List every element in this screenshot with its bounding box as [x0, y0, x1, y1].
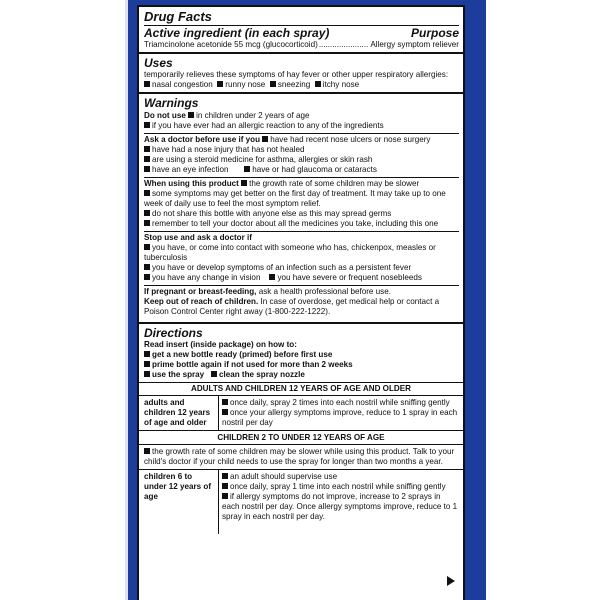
use-item: sneezing — [270, 80, 310, 89]
drug-facts-title: Drug Facts — [144, 9, 459, 26]
bullet-icon — [262, 136, 268, 142]
background-left — [0, 0, 128, 600]
bullet-icon — [144, 448, 150, 454]
warning-item: remember to tell your doctor about all the medicines you take, including this one — [152, 219, 439, 228]
purpose-heading: Purpose — [410, 26, 459, 40]
warning-item: in children under 2 years of age — [196, 111, 310, 120]
bullet-icon — [144, 264, 150, 270]
directions-section — [139, 324, 463, 536]
bullet-icon — [144, 371, 150, 377]
pregnant-text: ask a health professional before use. — [258, 287, 391, 296]
direction-step: get a new bottle ready (primed) before first use — [152, 350, 333, 359]
direction-step: prime bottle again if not used for more than 2 weeks — [152, 360, 353, 369]
bullet-icon — [244, 166, 250, 172]
directions-intro: Read insert (inside package) on how to: — [144, 340, 297, 349]
children-row — [139, 470, 463, 534]
ingredient-row — [144, 40, 459, 50]
bullet-icon — [144, 122, 150, 128]
purpose-text: Allergy symptom reliever — [370, 40, 459, 49]
adults-label: adults and children 12 years of age and older — [139, 396, 219, 430]
adults-row — [139, 396, 463, 431]
active-header-row — [144, 26, 459, 40]
uses-section — [139, 54, 463, 94]
warning-item: you have severe or frequent nosebleeds — [277, 273, 422, 282]
background-right — [474, 0, 600, 600]
warnings-heading: Warnings — [144, 96, 199, 110]
bullet-icon — [269, 274, 275, 280]
bullet-icon — [144, 361, 150, 367]
continue-arrow-icon — [447, 576, 455, 586]
box-side-blue — [474, 0, 486, 600]
children-label: children 6 to under 12 years of age — [139, 470, 219, 534]
ingredient-text: Triamcinolone acetonide 55 mcg (glucocorticoid) — [144, 40, 318, 49]
bullet-icon — [144, 351, 150, 357]
uses-list — [144, 80, 459, 90]
bullet-icon — [188, 112, 194, 118]
active-heading: Active ingredient (in each spray) — [144, 26, 330, 40]
leader-dots — [319, 40, 370, 50]
ask-doctor-block — [144, 134, 459, 178]
bullet-icon — [144, 190, 150, 196]
bullet-icon — [144, 166, 150, 172]
pregnant-label: If pregnant or breast-feeding, — [144, 287, 257, 296]
bullet-icon — [144, 274, 150, 280]
children-heading: CHILDREN 2 TO UNDER 12 YEARS OF AGE — [139, 432, 463, 445]
children-note: the growth rate of some children may be slower while using this product. Talk to your child's doctor if your child needs to use the spray for longer than two months a year. — [139, 445, 463, 470]
warning-item: have an eye infection — [152, 165, 229, 174]
use-item: runny nose — [217, 80, 265, 89]
bullet-icon — [222, 483, 228, 489]
warning-item: you have or develop symptoms of an infection such as a persistent fever — [152, 263, 412, 272]
bullet-icon — [144, 81, 150, 87]
directions-heading: Directions — [144, 326, 203, 340]
warning-item: some symptoms may get better on the first day of treatment. It may take up to one week of daily use to feel the most symptom relief. — [144, 189, 446, 208]
keep-out-text: In case of overdose, get medical help or contact a Poison Control Center right away (1-800-222-1222). — [144, 297, 440, 316]
bullet-icon — [211, 371, 217, 377]
direction-step: use the spray — [152, 370, 205, 379]
when-using-label: When using this product — [144, 179, 239, 188]
when-using-block — [144, 178, 459, 232]
do-not-use-label: Do not use — [144, 111, 186, 120]
bullet-icon — [222, 493, 228, 499]
drug-facts-panel — [137, 5, 465, 600]
ask-doctor-label: Ask a doctor before use if you — [144, 135, 261, 144]
children-instructions: an adult should supervise use once daily, spray 1 time into each nostril while sniffing gently if allergy symptoms do not improve, increase to 2 sprays in each nostril per day. Once allergy symptoms improve, reduce to 1 spray in each nostril per day. — [222, 472, 458, 521]
bullet-icon — [144, 210, 150, 216]
bullet-icon — [270, 81, 276, 87]
bullet-icon — [144, 244, 150, 250]
adults-instructions: once daily, spray 2 times into each nostril while sniffing gently once your allergy symptoms improve, reduce to 1 spray in each nostril per day — [222, 398, 458, 427]
warning-item: do not share this bottle with anyone else as this may spread germs — [152, 209, 392, 218]
active-ingredient-section — [139, 7, 463, 54]
warning-item: you have any change in vision — [152, 273, 261, 282]
bullet-icon — [217, 81, 223, 87]
warning-item: if you have ever had an allergic reaction to any of the ingredients — [152, 121, 384, 130]
warning-item: have or had glaucoma or cataracts — [252, 165, 377, 174]
warning-item: have had recent nose ulcers or nose surgery — [270, 135, 431, 144]
warning-item: you have, or come into contact with someone who has, chickenpox, measles or tuberculosis — [144, 243, 436, 262]
adults-heading: ADULTS AND CHILDREN 12 YEARS OF AGE AND OLDER — [139, 382, 463, 396]
bullet-icon — [144, 156, 150, 162]
direction-step: clean the spray nozzle — [218, 370, 305, 379]
stop-use-block — [144, 232, 459, 286]
bullet-icon — [241, 180, 247, 186]
bullet-icon — [222, 409, 228, 415]
uses-text: temporarily relieves these symptoms of hay fever or other upper respiratory allergies: — [144, 70, 449, 79]
warning-item: the growth rate of some children may be slower — [249, 179, 420, 188]
uses-heading: Uses — [144, 56, 173, 70]
drug-facts-label — [128, 0, 474, 600]
bullet-icon — [222, 473, 228, 479]
stop-use-label: Stop use and ask a doctor if — [144, 233, 252, 242]
bullet-icon — [144, 146, 150, 152]
do-not-use-block — [144, 110, 459, 134]
bullet-icon — [222, 399, 228, 405]
warning-item: are using a steroid medicine for asthma, allergies or skin rash — [152, 155, 373, 164]
use-item: nasal congestion — [144, 80, 213, 89]
pregnancy-block — [144, 286, 459, 319]
use-item: itchy nose — [315, 80, 359, 89]
bullet-icon — [144, 220, 150, 226]
keep-out-label: Keep out of reach of children. — [144, 297, 259, 306]
warning-item: have had a nose injury that has not healed — [152, 145, 305, 154]
bullet-icon — [315, 81, 321, 87]
warnings-section — [139, 94, 463, 324]
